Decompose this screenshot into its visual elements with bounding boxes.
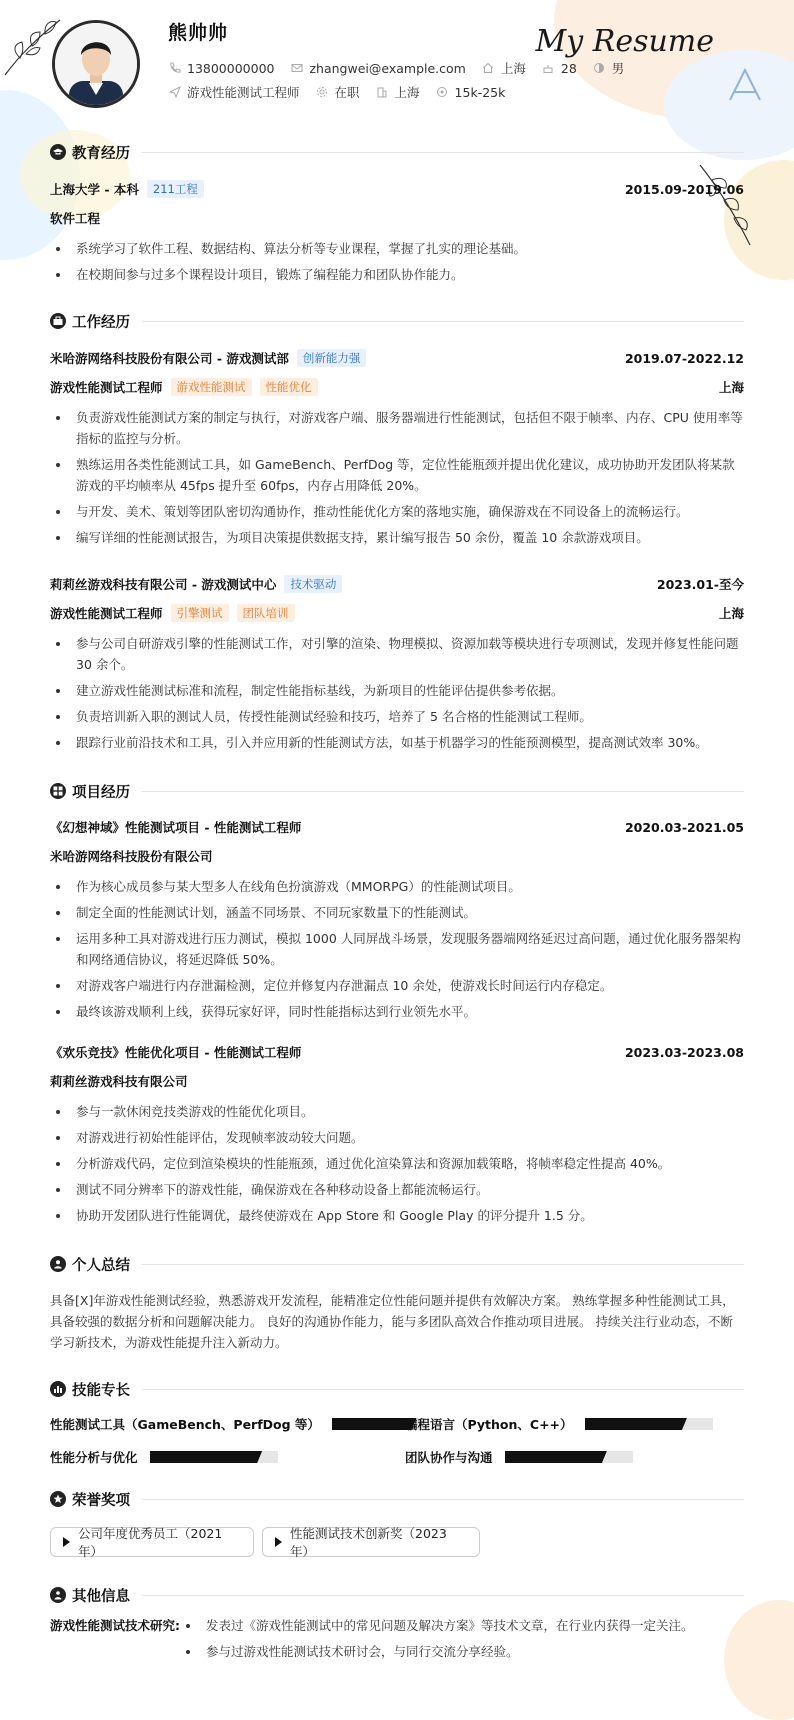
- list-item: 协助开发团队进行性能调优，最终使游戏在 App Store 和 Google Play 的评分提升 1.5 分。: [50, 1205, 744, 1226]
- section-title: 个人总结: [72, 1257, 130, 1274]
- skill-item: [50, 1448, 278, 1466]
- company-name: 米哈游网络科技股份有限公司 - 游戏测试部: [50, 351, 289, 366]
- section-title: 其他信息: [72, 1588, 130, 1605]
- section-work-header: [50, 310, 744, 332]
- role-name: 游戏性能测试工程师: [50, 606, 163, 621]
- award-icon: [50, 1491, 66, 1507]
- phone-item: [168, 61, 274, 76]
- project-date: 2020.03-2021.05: [624, 819, 744, 835]
- grid-icon: [50, 783, 66, 799]
- work-date: 2019.07-2022.12: [624, 350, 744, 366]
- gear-icon: [316, 86, 329, 99]
- school-tag: 211工程: [147, 180, 204, 198]
- section-divider: [142, 321, 744, 322]
- skill-item: [405, 1415, 713, 1433]
- gender-value: 男: [611, 61, 625, 76]
- section-awards-header: [50, 1488, 744, 1510]
- phone-value: 13800000000: [187, 60, 275, 76]
- city-value: 上海: [500, 61, 526, 76]
- avatar: [52, 20, 140, 108]
- graduation-cap-icon: [50, 144, 66, 160]
- work-bullets: [50, 407, 744, 553]
- project-bullets: [50, 1101, 744, 1231]
- award-text: 性能测试技术创新奖（2023 年）: [290, 1526, 447, 1559]
- email-value: zhangwei@example.com: [309, 60, 466, 76]
- skill-level-fill: [150, 1451, 263, 1463]
- work-company-row: [50, 575, 744, 593]
- project-title-row: [50, 818, 744, 836]
- skill-level-bar: [585, 1418, 713, 1430]
- skill-name: 编程语言（Python、C++）: [405, 1417, 573, 1432]
- skill-level-fill: [505, 1451, 607, 1463]
- other-bullets: [180, 1615, 740, 1667]
- list-item: 跟踪行业前沿技术和工具，引入并应用新的性能测试方法，如基于机器学习的性能预测模型，提高测试效率 30%。: [50, 732, 744, 753]
- list-item: 编写详细的性能测试报告，为项目决策提供数据支持，累计编写报告 50 余份，覆盖 10 余款游戏项目。: [50, 527, 744, 548]
- list-item: 熟练运用各类性能测试工具，如 GameBench、PerfDog 等，定位性能瓶颈并提出优化建议，成功协助开发团队将某款游戏的平均帧率从 45fps 提升至 60fps，内存占用降低 20%。: [50, 454, 744, 496]
- project-title-row: [50, 1043, 744, 1061]
- send-icon: [168, 86, 181, 99]
- major-row: [50, 209, 744, 227]
- section-other-header: [50, 1584, 744, 1606]
- skill-name: 性能分析与优化: [50, 1450, 138, 1465]
- home-icon: [482, 62, 495, 75]
- resume-brand-title: My Resume: [535, 24, 714, 59]
- project-company-row: [50, 1072, 744, 1090]
- list-item: 分析游戏代码，定位到渲染模块的性能瓶颈，通过优化渲染算法和资源加载策略，将帧率稳定性提高 40%。: [50, 1153, 744, 1174]
- section-divider: [142, 1264, 744, 1265]
- section-divider: [142, 152, 744, 153]
- phone-icon: [168, 62, 181, 75]
- role-tag: 游戏性能测试: [171, 378, 252, 396]
- list-item: 建立游戏性能测试标准和流程，制定性能指标基线，为新项目的性能评估提供参考依据。: [50, 680, 744, 701]
- award-item: [50, 1527, 254, 1557]
- section-title: 荣誉奖项: [72, 1492, 130, 1509]
- bar-chart-icon: [50, 1381, 66, 1397]
- skill-level-fill: [332, 1418, 417, 1430]
- target-city-item: [376, 83, 420, 101]
- skill-level-fill: [585, 1418, 687, 1430]
- work-role-row: [50, 604, 744, 622]
- section-title: 教育经历: [72, 145, 130, 162]
- award-item: [262, 1527, 480, 1557]
- list-item: 最终该游戏顺利上线，获得玩家好评，同时性能指标达到行业领先水平。: [50, 1001, 744, 1022]
- role-tag: 团队培训: [237, 604, 295, 622]
- leaf-decor-topright-icon: [720, 60, 770, 110]
- project-bullets: [50, 876, 744, 1027]
- project-date: 2023.03-2023.08: [624, 1044, 744, 1060]
- position-item: [168, 83, 300, 101]
- education-row: [50, 180, 744, 198]
- list-item: 发表过《游戏性能测试中的常见问题及解决方案》等技术文章，在行业内获得一定关注。: [180, 1615, 740, 1636]
- skill-item: [50, 1415, 426, 1433]
- skill-name: 团队协作与沟通: [405, 1450, 493, 1465]
- project-company: 莉莉丝游戏科技有限公司: [50, 1074, 188, 1089]
- work-location: 上海: [718, 380, 744, 395]
- salary-item: [436, 85, 506, 100]
- list-item: 参与过游戏性能测试技术研讨会，与同行交流分享经验。: [180, 1641, 740, 1662]
- work-bullets: [50, 633, 744, 758]
- work-location: 上海: [718, 606, 744, 621]
- award-text: 公司年度优秀员工（2021 年）: [78, 1526, 223, 1559]
- salary-value: 15k-25k: [454, 84, 506, 100]
- age-item: [542, 61, 577, 76]
- contact-row: [168, 59, 624, 77]
- role-name: 游戏性能测试工程师: [50, 380, 163, 395]
- section-title: 技能专长: [72, 1382, 130, 1399]
- user-icon: [50, 1256, 66, 1272]
- section-education-header: [50, 141, 744, 163]
- project-company: 米哈游网络科技股份有限公司: [50, 849, 213, 864]
- age-value: 28: [560, 60, 577, 76]
- company-name: 莉莉丝游戏科技有限公司 - 游戏测试中心: [50, 577, 277, 592]
- skill-level-bar: [150, 1451, 278, 1463]
- role-tag: 引擎测试: [171, 604, 229, 622]
- position-value: 游戏性能测试工程师: [187, 85, 300, 100]
- email-icon: [290, 62, 303, 75]
- work-company-row: [50, 349, 744, 367]
- other-label: 游戏性能测试技术研究:: [50, 1618, 180, 1633]
- section-skills-header: [50, 1378, 744, 1400]
- candidate-name: 熊帅帅: [168, 22, 229, 44]
- project-company-row: [50, 847, 744, 865]
- skill-level-bar: [505, 1451, 633, 1463]
- school-name: 上海大学 - 本科: [50, 182, 139, 197]
- list-item: 系统学习了软件工程、数据结构、算法分析等专业课程，掌握了扎实的理论基础。: [50, 238, 744, 259]
- work-role-row: [50, 378, 744, 396]
- gender-icon: [593, 62, 606, 75]
- list-item: 参与一款休闲竞技类游戏的性能优化项目。: [50, 1101, 744, 1122]
- play-icon: [63, 1537, 70, 1547]
- target-city-value: 上海: [394, 85, 420, 100]
- building-icon: [376, 86, 389, 99]
- major-name: 软件工程: [50, 211, 101, 226]
- email-item: [290, 61, 465, 76]
- section-title: 工作经历: [72, 314, 130, 331]
- list-item: 运用多种工具对游戏进行压力测试，模拟 1000 人同屏战斗场景，发现服务器端网络延迟过高问题，通过优化服务器架构和网络通信协议，将延迟降低 50%。: [50, 928, 744, 970]
- company-tag: 技术驱动: [284, 575, 342, 593]
- list-item: 对游戏进行初始性能评估，发现帧率波动较大问题。: [50, 1127, 744, 1148]
- list-item: 与开发、美术、策划等团队密切沟通协作，推动性能优化方案的落地实施，确保游戏在不同设备上的流畅运行。: [50, 501, 744, 522]
- section-title: 项目经历: [72, 784, 130, 801]
- company-tag: 创新能力强: [297, 349, 367, 367]
- leaf-branch-right-icon: [690, 160, 770, 250]
- briefcase-icon: [50, 313, 66, 329]
- summary-text: 具备[X]年游戏性能测试经验，熟悉游戏开发流程，能精准定位性能问题并提供有效解决方案。 熟练掌握多种性能测试工具，具备较强的数据分析和问题解决能力。 良好的沟通协作能力，能与多团队高效合作推动项目进展。 持续关注行业动态，不断学习新技术，为游戏性能提升注入新动力。: [50, 1293, 735, 1350]
- section-divider: [142, 791, 744, 792]
- list-item: 负责游戏性能测试方案的制定与执行，对游戏客户端、服务器端进行性能测试，包括但不限于帧率、内存、CPU 使用率等指标的监控与分析。: [50, 407, 744, 449]
- role-tag: 性能优化: [260, 378, 318, 396]
- list-item: 对游戏客户端进行内存泄漏检测，定位并修复内存泄漏点 10 余处，使游戏长时间运行内存稳定。: [50, 975, 744, 996]
- gender-item: [593, 59, 625, 77]
- list-item: 制定全面的性能测试计划，涵盖不同场景、不同玩家数量下的性能测试。: [50, 902, 744, 923]
- section-divider: [142, 1499, 744, 1500]
- money-icon: [436, 86, 449, 99]
- skill-name: 性能测试工具（GameBench、PerfDog 等）: [50, 1417, 320, 1432]
- skill-item: [405, 1448, 633, 1466]
- user-group-icon: [50, 1587, 66, 1603]
- city-item: [482, 59, 526, 77]
- job-intent-row: [168, 83, 505, 101]
- section-summary-header: [50, 1253, 744, 1275]
- list-item: 参与公司自研游戏引擎的性能测试工作，对引擎的渲染、物理模拟、资源加载等模块进行专项测试，发现并修复性能问题 30 余个。: [50, 633, 744, 675]
- list-item: 作为核心成员参与某大型多人在线角色扮演游戏（MMORPG）的性能测试项目。: [50, 876, 744, 897]
- play-icon: [275, 1537, 282, 1547]
- list-item: 在校期间参与过多个课程设计项目，锻炼了编程能力和团队协作能力。: [50, 264, 744, 285]
- work-date: 2023.01-至今: [656, 577, 744, 592]
- status-item: [316, 83, 360, 101]
- section-projects-header: [50, 780, 744, 802]
- status-value: 在职: [334, 85, 360, 100]
- list-item: 负责培训新入职的测试人员，传授性能测试经验和技巧，培养了 5 名合格的性能测试工程师。: [50, 706, 744, 727]
- section-divider: [142, 1389, 744, 1390]
- section-divider: [142, 1595, 744, 1596]
- education-date: 2015.09-2019.06: [624, 181, 744, 197]
- education-bullets: [50, 238, 744, 290]
- list-item: 测试不同分辨率下的游戏性能，确保游戏在各种移动设备上都能流畅运行。: [50, 1179, 744, 1200]
- project-title: 《幻想神域》性能测试项目 - 性能测试工程师: [50, 820, 302, 835]
- project-title: 《欢乐竞技》性能优化项目 - 性能测试工程师: [50, 1045, 302, 1060]
- cake-icon: [542, 62, 555, 75]
